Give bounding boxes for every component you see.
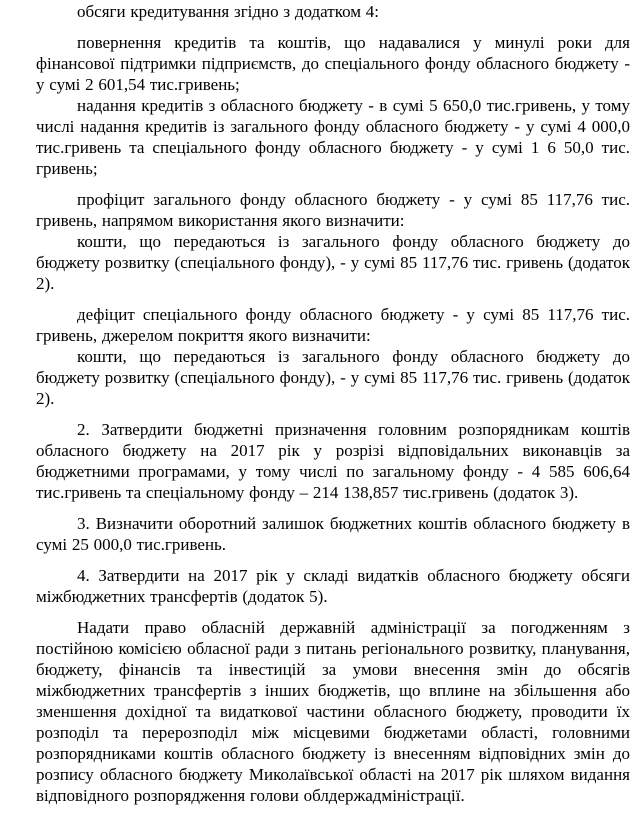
paragraph-01: обсяги кредитування згідно з додатком 4:	[77, 2, 380, 21]
paragraph-06: дефіцит спеціального фонду обласного бюджету - у сумі 85 117,76 тис. гривень, джерелом покриття якого визначити:	[36, 305, 630, 345]
paragraph-08: 2. Затвердити бюджетні призначення головним розпорядникам коштів обласного бюджету на 2017 рік у розрізі відповідальних виконавців за бюджетними програмами, у тому числі по загальному фонду - 4 585 606,64 тис.гривень та спеціальному фонду – 214 138,857 тис.гривень (додаток 3).	[36, 420, 630, 502]
paragraph-11: Надати право обласній державній адміністрації за погодженням з постійною комісією обласної ради з питань регіонального розвитку, планування, бюджету, фінансів та інвестицій за умови внесення змін до обсягів міжбюджетних трансфертів з інших бюджетів, що вплине на збільшення або зменшення дохідної та видаткової частини обласного бюджету, проводити їх розподіл та перерозподіл між місцевими бюджетами області, головними розпорядниками коштів обласного бюджету із внесенням відповідних змін до розпису обласного бюджету Миколаївської області на 2017 рік шляхом видання відповідного розпорядження голови облдержадміністрації.	[36, 618, 630, 805]
paragraph-03: надання кредитів з обласного бюджету - в сумі 5 650,0 тис.гривень, у тому числі надання кредитів із загального фонду обласного бюджету - у сумі 4 000,0 тис.гривень та спеціального фонду обласного бюджету - у сумі 1 6 50,0 тис. гривень;	[36, 96, 630, 178]
paragraph-05: кошти, що передаються із загального фонду обласного бюджету до бюджету розвитку (спеціального фонду), - у сумі 85 117,76 тис. гривень (додаток 2).	[36, 232, 630, 293]
paragraph-10: 4. Затвердити на 2017 рік у складі видатків обласного бюджету обсяги міжбюджетних трансфертів (додаток 5).	[36, 566, 630, 606]
paragraph-02: повернення кредитів та коштів, що надавалися у минулі роки для фінансової підтримки підприємств, до спеціального фонду обласного бюджету - у сумі 2 601,54 тис.гривень;	[36, 33, 630, 94]
paragraph-09: 3. Визначити оборотний залишок бюджетних коштів обласного бюджету в сумі 25 000,0 тис.гривень.	[36, 514, 630, 554]
paragraph-04: профіцит загального фонду обласного бюджету - у сумі 85 117,76 тис. гривень, напрямом використання якого визначити:	[36, 190, 630, 230]
paragraph-07: кошти, що передаються із загального фонду обласного бюджету до бюджету розвитку (спеціального фонду), - у сумі 85 117,76 тис. гривень (додаток 2).	[36, 347, 630, 408]
